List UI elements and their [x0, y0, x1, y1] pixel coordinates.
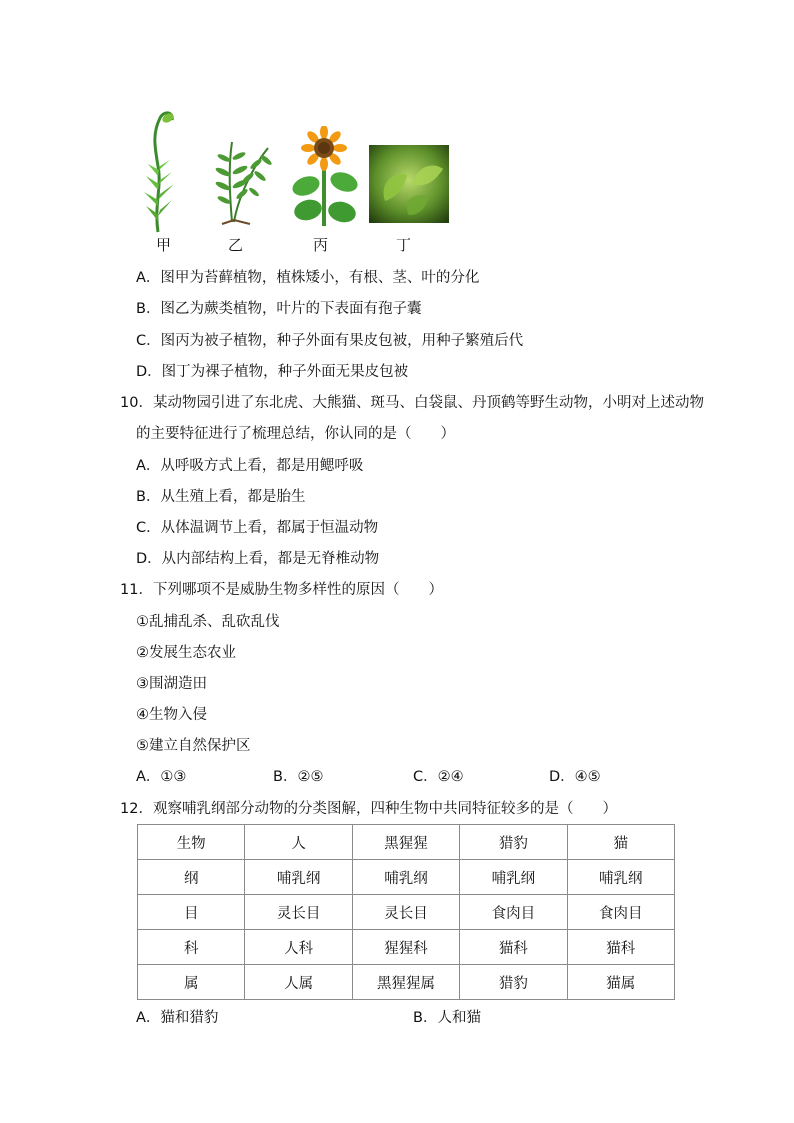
- q9-option-b: B．图乙为蕨类植物，叶片的下表面有孢子囊: [136, 301, 422, 317]
- sunflower-figure: [288, 126, 360, 228]
- table-cell: 灵长目: [352, 895, 459, 930]
- q11-option-b: B．②⑤: [273, 769, 324, 785]
- table-cell: 纲: [138, 860, 245, 895]
- table-row: [138, 825, 675, 860]
- table-cell: 猫科: [460, 930, 567, 965]
- q12-option-a: A．猫和猎豹: [136, 1010, 219, 1026]
- table-cell: 哺乳纲: [352, 860, 459, 895]
- table-row: [138, 965, 675, 1000]
- table-cell: 食肉目: [460, 895, 567, 930]
- q12-option-b: B．人和猫: [413, 1010, 481, 1026]
- table-cell: 哺乳纲: [245, 860, 352, 895]
- q11-item-1: ①乱捕乱杀、乱砍乱伐: [136, 614, 280, 630]
- table-cell: 猎豹: [460, 965, 567, 1000]
- table-cell: 猎豹: [460, 825, 567, 860]
- table-cell: 食肉目: [567, 895, 674, 930]
- q9-option-d: D．图丁为裸子植物，种子外面无果皮包被: [136, 364, 409, 380]
- q11-item-2: ②发展生态农业: [136, 645, 236, 661]
- table-row: [138, 895, 675, 930]
- q11-stem: 11．下列哪项不是威胁生物多样性的原因（ ）: [120, 582, 443, 598]
- table-cell: 猫科: [567, 930, 674, 965]
- q11-item-4: ④生物入侵: [136, 707, 207, 723]
- table-cell: 哺乳纲: [460, 860, 567, 895]
- q11-option-d: D．④⑤: [549, 769, 601, 785]
- table-cell: 猫属: [567, 965, 674, 1000]
- q12-stem: 12．观察哺乳纲部分动物的分类图解，四种生物中共同特征较多的是（ ）: [120, 801, 617, 817]
- q10-option-c: C．从体温调节上看，都属于恒温动物: [136, 520, 379, 536]
- table-cell: 生物: [138, 825, 245, 860]
- caption-ding: 丁: [396, 236, 412, 254]
- table-cell: 猫: [567, 825, 674, 860]
- ginkgo-photo: [369, 145, 449, 223]
- table-cell: 人: [245, 825, 352, 860]
- q11-item-3: ③围湖造田: [136, 676, 207, 692]
- q10-option-b: B．从生殖上看，都是胎生: [136, 489, 306, 505]
- table-cell: 人科: [245, 930, 352, 965]
- q9-option-a: A．图甲为苔藓植物，植株矮小，有根、茎、叶的分化: [136, 270, 480, 286]
- table-cell: 人属: [245, 965, 352, 1000]
- q9-option-c: C．图丙为被子植物，种子外面有果皮包被，用种子繁殖后代: [136, 333, 524, 349]
- table-cell: 属: [138, 965, 245, 1000]
- table-cell: 灵长目: [245, 895, 352, 930]
- table-cell: 黑猩猩: [352, 825, 459, 860]
- table-cell: 科: [138, 930, 245, 965]
- table-cell: 猩猩科: [352, 930, 459, 965]
- caption-yi: 乙: [228, 236, 244, 254]
- q11-option-a: A．①③: [136, 769, 187, 785]
- q10-option-d: D．从内部结构上看，都是无脊椎动物: [136, 551, 380, 567]
- q11-item-5: ⑤建立自然保护区: [136, 738, 251, 754]
- fern-figure: [212, 138, 278, 228]
- classification-table: [137, 824, 675, 1000]
- table-row: [138, 860, 675, 895]
- table-row: [138, 930, 675, 965]
- q11-option-c: C．②④: [413, 769, 464, 785]
- table-cell: 黑猩猩属: [352, 965, 459, 1000]
- table-cell: 哺乳纲: [567, 860, 674, 895]
- caption-jia: 甲: [156, 236, 172, 254]
- table-cell: 目: [138, 895, 245, 930]
- q10-option-a: A．从呼吸方式上看，都是用鳃呼吸: [136, 458, 364, 474]
- moss-figure: [138, 106, 184, 234]
- q10-stem-line1: 10．某动物园引进了东北虎、大熊猫、斑马、白袋鼠、丹顶鹤等野生动物，小明对上述动物: [120, 395, 704, 411]
- caption-bing: 丙: [313, 236, 329, 254]
- q10-stem-line2: 的主要特征进行了梳理总结，你认同的是（ ）: [136, 426, 455, 442]
